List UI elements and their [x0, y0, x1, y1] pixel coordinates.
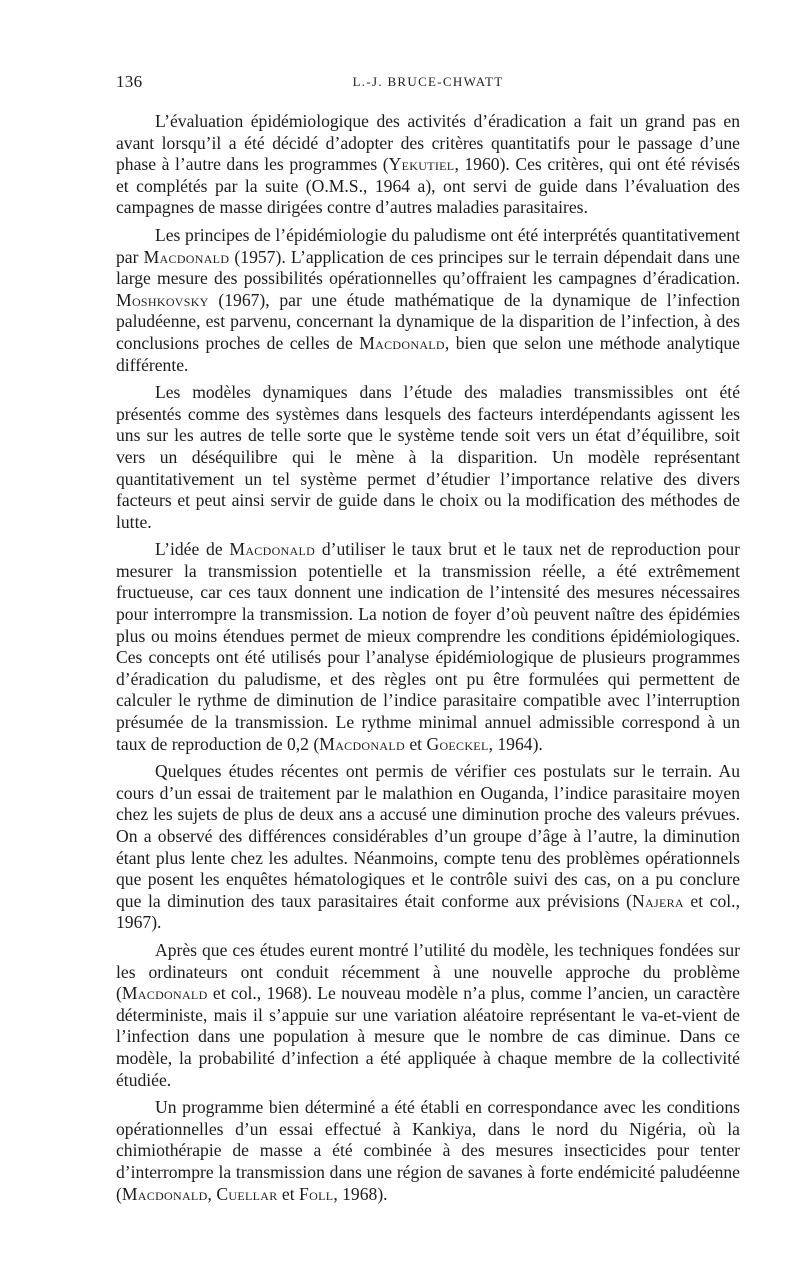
text-run: et col., 1967).	[116, 890, 740, 933]
author-name: Yekutiel	[388, 154, 455, 175]
running-head: L.-J. BRUCE-CHWATT	[352, 74, 504, 89]
author-name: Macdonald	[121, 1183, 208, 1204]
page-number: 136	[116, 72, 143, 91]
author-name: Goeckel	[426, 733, 489, 754]
author-name: Macdonald	[229, 539, 316, 560]
text-run: , 1968).	[333, 1183, 388, 1204]
text-run: , 1964).	[488, 733, 543, 754]
author-name: Najera	[632, 890, 684, 911]
body-text	[116, 111, 740, 1211]
text-run: Après que ces études eurent montré l’utilité du modèle, les techniques fondées sur les ordinateurs ont conduit récemment à une nouvelle approche du problème (	[116, 939, 740, 1004]
text-run: d’utiliser le taux brut et le taux net de reproduction pour mesurer la transmission potentielle et la transmission réelle, a été extrêmement fructueuse, car ces taux donnent une indication de l’intensité des mesures nécessaires pour interrompre la transmission. La notion de foyer d’où peuvent naître des épidémies plus ou moins étendues permet de mieux comprendre les conditions épidémiologiques. Ces concepts ont été utilisés pour l’analyse épidémiologique de plusieurs programmes d’éradication du paludisme, et des règles ont pu être formulées qui permettent de calculer le rythme de diminution de l’indice parasitaire compatible avec l’interruption présumée de la transmission. Le rythme minimal annuel admissible correspond à un taux de reproduction de 0,2 (	[116, 539, 740, 754]
author-name: Macdonald	[359, 332, 445, 353]
author-name: Macdonald	[121, 983, 208, 1004]
text-run: Les modèles dynamiques dans l’étude des maladies transmissibles ont été présentés comme des systèmes dans lesquels des facteurs interdépendants agissent les uns sur les autres de telle sorte que le système tende soit vers un état d’équilibre, soit vers un déséquilibre qui le mène à la disparition. Un modèle représentant quantitativement un tel système permet d’étudier l’importance relative des divers facteurs et peut ainsi servir de guide dans le choix ou la modification des méthodes de lutte.	[116, 382, 740, 532]
page-header	[116, 72, 740, 96]
text-run: L’idée de	[155, 539, 230, 560]
text-run: L’évaluation épidémiologique des activités d’éradication a fait un grand pas en avant lorsqu’il a été décidé d’adopter des critères quantitatifs pour le passage d’une phase à l’autre dans les programmes (	[116, 111, 740, 175]
author-name: Cuellar	[216, 1183, 278, 1204]
text-run: (1957). L’application de ces principes sur le terrain dépendait dans une large mesure des possibilités opérationnelles qu’offraient les campagnes d’éradication.	[116, 246, 740, 289]
text-run: ,	[207, 1183, 217, 1204]
paragraph	[116, 539, 740, 755]
paragraph	[116, 111, 740, 219]
paragraph	[116, 940, 740, 1091]
paragraph	[116, 761, 740, 934]
text-run: et col., 1968). Le nouveau modèle n’a plus, comme l’ancien, un caractère déterministe, mais il s’appuie sur une variation aléatoire représentant le va-et-vient de l’infection dans une population à mesure que le nombre de cas diminue. Dans ce modèle, la probabilité d’infection a été appliquée à chaque membre de la collectivité étudiée.	[116, 983, 740, 1090]
author-name: Foll	[299, 1183, 334, 1204]
text-run: Les principes de l’épidémiologie du paludisme ont été interprétés quantitativement par	[116, 224, 740, 267]
author-name: Macdonald	[143, 246, 230, 267]
paragraph	[116, 225, 740, 376]
text-run: Un programme bien déterminé a été établi en correspondance avec les conditions opérationnelles d’un essai effectué à Kankiya, dans le nord du Nigéria, où la chimiothérapie de masse a été combinée à des mesures insecticides pour tenter d’interrompre la transmission dans une région de savanes à forte endémicité paludéenne (	[116, 1097, 740, 1204]
author-name: Macdonald	[319, 733, 405, 754]
text-run: , 1960). Ces critères, qui ont été révisés et complétés par la suite (O.M.S., 1964 a), ont servi de guide dans l’évaluation des campagnes de masse dirigées contre d’autres maladies parasitaires.	[116, 154, 741, 218]
paragraph	[116, 382, 740, 533]
text-run: et	[277, 1183, 300, 1204]
author-name: Moshkovsky	[116, 289, 209, 310]
text-run: et	[404, 733, 427, 754]
text-run: Quelques études récentes ont permis de vérifier ces postulats sur le terrain. Au cours d’un essai de traitement par le malathion en Ouganda, l’indice parasitaire moyen chez les sujets de plus de deux ans a accusé une diminution proche des valeurs prévues. On a observé des différences considérables d’un groupe d’âge à l’autre, la diminution étant plus lente chez les adultes. Néanmoins, compte tenu des problèmes opérationnels que posent les enquêtes hématologiques et le contrôle suivi des cas, on a pu conclure que la diminution des taux parasitaires était conforme aux prévisions (	[116, 761, 740, 911]
text-run: , bien que selon une méthode analytique différente.	[116, 332, 740, 375]
text-run: (1967), par une étude mathématique de la dynamique de l’infection paludéenne, est parvenu, concernant la dynamique de la disparition de l’infection, à des conclusions proches de celles de	[116, 289, 740, 353]
paragraph	[116, 1097, 740, 1205]
